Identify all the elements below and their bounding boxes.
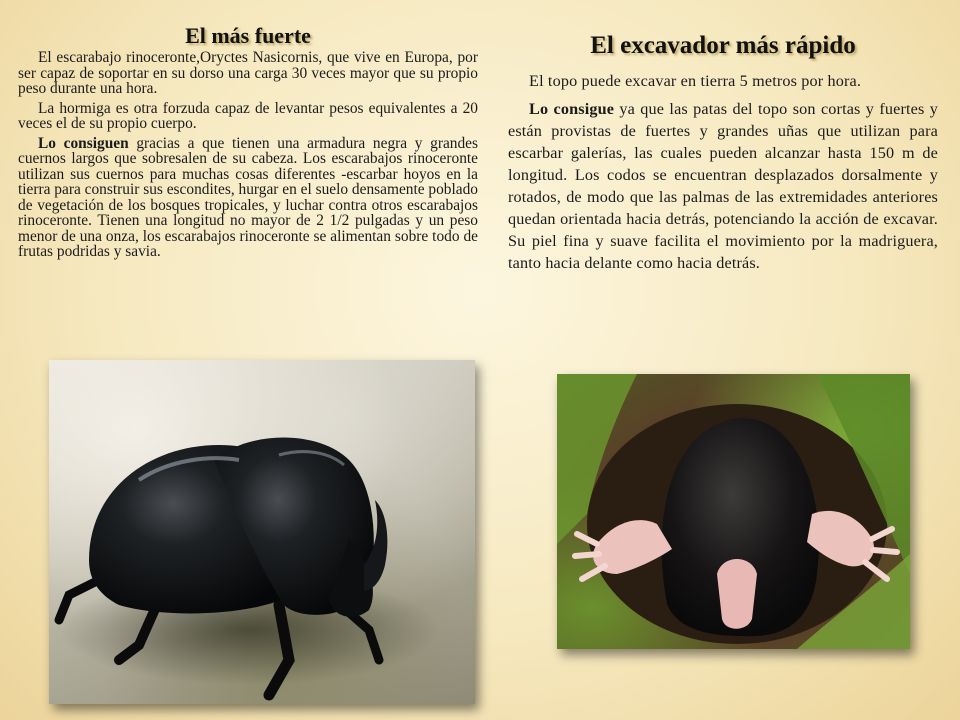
mole-illustration — [557, 374, 910, 649]
beetle-illustration — [49, 360, 475, 704]
beetle-paragraph-3 — [18, 136, 478, 260]
mole-lead-phrase: Lo consigue — [529, 100, 615, 118]
beetle-section-title: El más fuerte — [185, 23, 311, 48]
mole-photo — [557, 374, 910, 649]
ant-paragraph: La hormiga es otra forzuda capaz de levantar pesos equivalentes a 20 veces el de su propio cuerpo. — [18, 99, 478, 132]
beetle-text-column — [18, 24, 478, 264]
beetle-paragraph-3-text: gracias a que tienen una armadura negra y grandes cuernos largos que sobresalen de su cabeza. Los escarabajos rinoceronte utilizan sus cuernos para muchas cosas diferentes -escarbar hoyos en la tierra para construir sus escondites, hurgar en el suelo densamente poblado de vegetación de los bosques tropicales, y luchar contra otros escarabajos rinoceronte. Tienen una longitud no mayor de 2 1/2 pulgadas y un peso menor de una onza, los escarabajos rinoceronte se alimentan sobre todo de frutas podridas y savia. — [18, 134, 479, 260]
beetle-paragraph-1: El escarabajo rinoceronte,Oryctes Nasicornis, que vive en Europa, por ser capaz de soportar en su dorso una carga 30 veces mayor que su propio peso durante una hora. — [18, 49, 478, 97]
mole-text-column — [508, 32, 938, 280]
beetle-lead-phrase: Lo consiguen — [38, 134, 129, 152]
mole-section-title: El excavador más rápido — [590, 32, 856, 59]
mole-paragraph-2-text: ya que las patas del topo son cortas y fuertes y están provistas de fuertes y grandes uñas que utilizan para escarbar galerías, las cuales pueden alcanzar hasta 150 m de longitud. Los codos se encuentran desplazados dorsalmente y rotados, de modo que las palmas de las extremidades anteriores quedan orientada hacia detrás, potenciando la acción de excavar. Su piel fina y suave facilita el movimiento por la madriguera, tanto hacia delante como hacia detrás. — [508, 100, 938, 272]
beetle-photo — [49, 360, 475, 704]
mole-paragraph-1: El topo puede excavar en tierra 5 metros por hora. — [529, 72, 862, 90]
mole-paragraph-2 — [508, 98, 938, 274]
